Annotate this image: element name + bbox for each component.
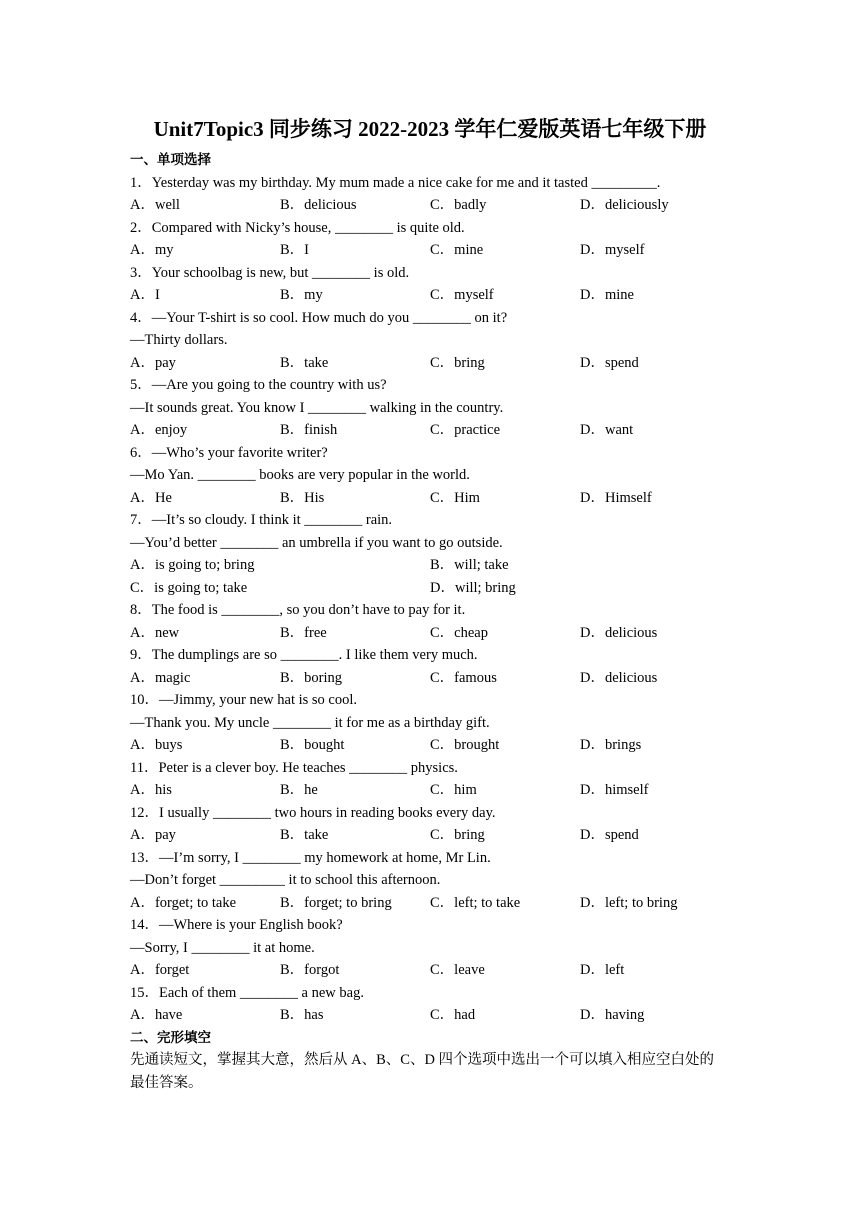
question-item — [130, 374, 730, 442]
question-stem: 13．—I’m sorry, I ________ my homework at home, Mr Lin. — [130, 849, 491, 866]
question-stem: 12．I usually ________ two hours in reading books every day. — [130, 804, 496, 821]
question-item — [130, 802, 730, 847]
option-a[interactable]: A．magic — [130, 669, 191, 686]
option-a[interactable]: A．enjoy — [130, 422, 188, 438]
question-stem: 7．—It’s so cloudy. I think it ________ rain. — [130, 512, 393, 528]
option-b[interactable]: B．I — [280, 242, 309, 258]
options-row — [130, 1004, 730, 1027]
option-a[interactable]: A．have — [130, 1007, 183, 1023]
option-b[interactable]: B．has — [280, 1007, 324, 1023]
option-c[interactable]: C．had — [430, 1007, 476, 1023]
option-a[interactable]: A．well — [130, 197, 180, 213]
option-b[interactable]: B．delicious — [280, 197, 357, 213]
option-a[interactable]: A．forget — [130, 962, 190, 978]
option-a[interactable]: A．new — [130, 624, 180, 641]
options-row — [130, 487, 730, 510]
question-item — [130, 644, 730, 689]
question-stem: 4．—Your T-shirt is so cool. How much do you ________ on it? — [130, 309, 508, 326]
option-d[interactable]: D．Himself — [580, 489, 652, 506]
option-a[interactable]: A．my — [130, 242, 174, 258]
option-d[interactable]: D．want — [580, 422, 634, 438]
question-stem: 8．The food is ________, so you don’t have to pay for it. — [130, 602, 466, 618]
question-stem: 6．—Who’s your favorite writer? — [130, 444, 328, 461]
options-row — [130, 779, 730, 802]
question-reply: —Don’t forget _________ it to school this afternoon. — [130, 872, 441, 888]
option-b[interactable]: B．will; take — [430, 557, 509, 573]
option-d[interactable]: D．delicious — [580, 669, 658, 686]
question-item — [130, 442, 730, 510]
option-a[interactable]: A．forget; to take — [130, 894, 237, 911]
question-list — [130, 172, 730, 1027]
question-stem: 9．The dumplings are so ________. I like them very much. — [130, 647, 478, 663]
question-stem: 5．—Are you going to the country with us? — [130, 377, 387, 393]
option-a[interactable]: A．pay — [130, 827, 176, 843]
options-row — [130, 284, 730, 307]
option-d[interactable]: D．having — [580, 1007, 645, 1023]
question-reply: —You’d better ________ an umbrella if you want to go outside. — [130, 534, 503, 551]
question-item — [130, 599, 730, 644]
options-row — [130, 352, 730, 375]
question-item — [130, 914, 730, 982]
option-d[interactable]: D．will; bring — [430, 579, 516, 596]
option-b[interactable]: B．take — [280, 827, 329, 843]
option-b[interactable]: B．free — [280, 624, 327, 641]
question-item — [130, 217, 730, 262]
option-b[interactable]: B．take — [280, 354, 329, 371]
question-reply: —Sorry, I ________ it at home. — [130, 939, 315, 956]
cloze-instructions: 先通读短文，掌握其大意，然后从 A、B、C、D 四个选项中选出一个可以填入相应空白处的最佳答案。 — [130, 1052, 715, 1091]
option-b[interactable]: B．forget; to bring — [280, 894, 392, 911]
option-a[interactable]: A．pay — [130, 354, 176, 371]
option-c[interactable]: C．bring — [430, 827, 485, 843]
section-heading-cloze: 二、完形填空 — [130, 1029, 211, 1046]
question-reply: —It sounds great. You know I ________ walking in the country. — [130, 399, 504, 416]
option-b[interactable]: B．forgot — [280, 962, 340, 978]
option-b[interactable]: B．finish — [280, 422, 338, 438]
document-body — [130, 149, 730, 1094]
question-stem: 10．—Jimmy, your new hat is so cool. — [130, 692, 358, 708]
question-reply: —Thank you. My uncle ________ it for me as a birthday gift. — [130, 714, 490, 731]
question-stem: 14．—Where is your English book? — [130, 917, 343, 933]
option-a[interactable]: A．his — [130, 782, 172, 798]
option-b[interactable]: B．my — [280, 287, 323, 303]
question-reply: —Mo Yan. ________ books are very popular in the world. — [130, 467, 470, 483]
option-b[interactable]: B．boring — [280, 669, 343, 686]
option-c[interactable]: C．him — [430, 782, 477, 798]
option-c[interactable]: C．brought — [430, 737, 500, 753]
question-item — [130, 262, 730, 307]
option-d[interactable]: D．myself — [580, 242, 645, 258]
question-item — [130, 509, 730, 599]
option-d[interactable]: D．delicious — [580, 624, 658, 641]
option-c[interactable]: C．is going to; take — [130, 579, 248, 596]
question-stem: 2．Compared with Nicky’s house, ________ is quite old. — [130, 219, 465, 236]
question-item — [130, 689, 730, 757]
option-c[interactable]: C．practice — [430, 422, 501, 438]
options-row — [130, 734, 730, 757]
document-title: Unit7Topic3 同步练习 2022-2023 学年仁爱版英语七年级下册 — [153, 117, 707, 141]
option-d[interactable]: D．left; to bring — [580, 894, 678, 911]
options-row — [130, 419, 730, 442]
question-item — [130, 757, 730, 802]
options-row — [130, 667, 730, 690]
option-c[interactable]: C．bring — [430, 354, 485, 371]
question-stem: 3．Your schoolbag is new, but ________ is old. — [130, 264, 410, 281]
option-d[interactable]: D．brings — [580, 737, 642, 753]
option-c[interactable]: C．cheap — [430, 624, 488, 641]
option-d[interactable]: D．deliciously — [580, 197, 669, 213]
options-row — [130, 824, 730, 847]
options-row — [130, 892, 730, 915]
question-stem: 1．Yesterday was my birthday. My mum made a nice cake for me and it tasted _________. — [130, 174, 661, 191]
option-d[interactable]: D．mine — [580, 287, 634, 303]
option-c[interactable]: C．myself — [430, 287, 494, 303]
question-item — [130, 982, 730, 1027]
options-row — [130, 959, 730, 982]
option-a[interactable]: A．is going to; bring — [130, 557, 255, 573]
question-stem: 11．Peter is a clever boy. He teaches ________ physics. — [130, 759, 458, 776]
option-c[interactable]: C．badly — [430, 197, 487, 213]
option-c[interactable]: C．mine — [430, 242, 484, 258]
option-d[interactable]: D．himself — [580, 782, 649, 798]
option-c[interactable]: C．left; to take — [430, 894, 521, 911]
option-d[interactable]: D．spend — [580, 827, 639, 843]
options-row — [130, 194, 730, 217]
option-c[interactable]: C．leave — [430, 962, 485, 978]
option-d[interactable]: D．left — [580, 962, 625, 978]
option-c[interactable]: C．Him — [430, 489, 480, 506]
question-stem: 15．Each of them ________ a new bag. — [130, 984, 364, 1001]
question-item — [130, 847, 730, 915]
option-a[interactable]: A．He — [130, 489, 172, 506]
option-b[interactable]: B．bought — [280, 737, 345, 753]
option-b[interactable]: B．His — [280, 489, 325, 506]
option-c[interactable]: C．famous — [430, 669, 497, 686]
section-heading-single-choice: 一、单项选择 — [130, 152, 211, 168]
question-item — [130, 307, 730, 375]
options-row — [130, 554, 730, 577]
option-b[interactable]: B．he — [280, 782, 318, 798]
question-reply: —Thirty dollars. — [130, 332, 228, 348]
options-row — [130, 577, 730, 600]
question-item — [130, 172, 730, 217]
options-row — [130, 622, 730, 645]
option-a[interactable]: A．I — [130, 287, 160, 303]
options-row — [130, 239, 730, 262]
option-a[interactable]: A．buys — [130, 737, 183, 753]
option-d[interactable]: D．spend — [580, 354, 639, 371]
